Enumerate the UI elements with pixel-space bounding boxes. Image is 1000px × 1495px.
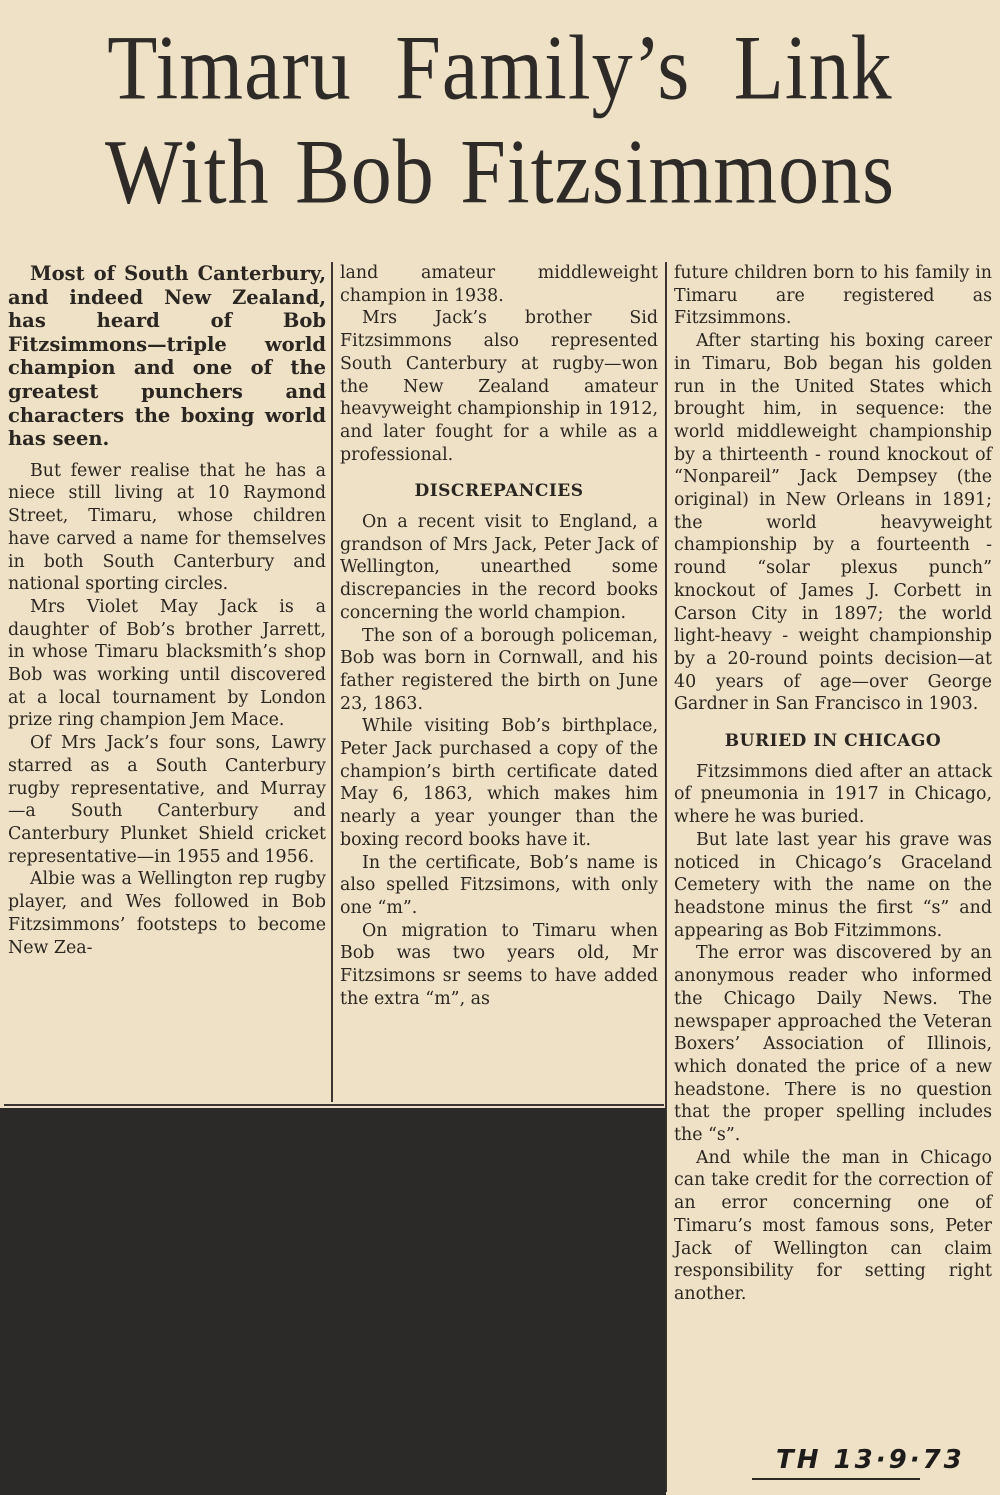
article-column-3 bbox=[674, 262, 992, 1306]
paragraph: While visiting Bob’s birthplace, Peter Jack purchased a copy of the champion’s birth certificate dated May 6, 1863, which makes him nearly a year younger than the boxing record books have it. bbox=[340, 716, 658, 850]
paragraph: Fitzsimmons died after an attack of pneumonia in 1917 in Chicago, where he was buried. bbox=[674, 761, 992, 828]
paragraph: On a recent visit to England, a grandson of Mrs Jack, Peter Jack of Wellington, unearthed some discrepancies in the record books concerning the world champion. bbox=[340, 512, 658, 623]
article-lead: Most of South Canterbury, and indeed New Zealand, has heard of Bob Fitzsimmons—triple world champion and one of the greatest punchers and characters the boxing world has seen. bbox=[8, 262, 326, 451]
paragraph: The error was discovered by an anonymous reader who informed the Chicago Daily News. The newspaper approached the Veteran Boxers’ Association of Illinois, which donated the price of a new headstone. There is no question that the proper spelling includes the “s”. bbox=[674, 943, 992, 1146]
paragraph-continuation: future children born to his family in Timaru are registered as Fitzsimmons. bbox=[674, 263, 992, 329]
paragraph: The son of a borough policeman, Bob was born in Cornwall, and his father registered the birth on June 23, 1863. bbox=[340, 625, 658, 714]
bottom-rule bbox=[4, 1104, 664, 1106]
paragraph: After starting his boxing career in Timaru, Bob began his golden run in the United States which brought him, in sequence: the world middleweight championship by a thirteenth - round knockout of “Nonpareil” Jack Dempsey (the original) in New Orleans in 1891; the world heavyweight championship by a fourteenth - round “solar plexus punch” knockout of James J. Corbett in Carson City in 1897; the world light-heavy - weight championship by a 20-round points decision—at 40 years of age—over George Gardner in San Francisco in 1903. bbox=[674, 331, 992, 715]
article-column-1 bbox=[8, 262, 326, 959]
paragraph: Mrs Jack’s brother Sid Fitzsimmons also represented South Canterbury at rugby—won the New Zealand amateur heavyweight championship in 1912, and later fought for a while as a professional. bbox=[340, 308, 658, 465]
article-column-2 bbox=[340, 262, 658, 1011]
paragraph: Albie was a Wellington rep rugby player, and Wes followed in Bob Fitzsimmons’ footsteps to become New Zea- bbox=[8, 869, 326, 958]
handwritten-underline bbox=[752, 1478, 920, 1480]
headline-line-1: Timaru Family’s Link bbox=[107, 16, 893, 119]
headline-line-2: With Bob Fitzsimmons bbox=[104, 120, 896, 223]
paragraph: Mrs Violet May Jack is a daughter of Bob’s brother Jarrett, in whose Timaru blacksmith’s shop Bob was working until discovered at a local tournament by London prize ring champion Jem Mace. bbox=[8, 596, 326, 731]
paragraph: In the certificate, Bob’s name is also spelled Fitzsimons, with only one “m”. bbox=[340, 852, 658, 918]
paragraph: On migration to Timaru when Bob was two years old, Mr Fitzsimons sr seems to have added the extra “m”, as bbox=[340, 920, 658, 1009]
subheading-discrepancies: DISCREPANCIES bbox=[414, 481, 584, 502]
subheading-buried-in-chicago: BURIED IN CHICAGO bbox=[724, 731, 942, 752]
paragraph: But fewer realise that he has a niece still living at 10 Raymond Street, Timaru, whose children have carved a name for themselves in both South Canterbury and national sporting circles. bbox=[8, 460, 326, 595]
paragraph: But late last year his grave was noticed in Chicago’s Graceland Cemetery with the name on the headstone minus the first “s” and appearing as Bob Fitzimmons. bbox=[674, 829, 992, 941]
dark-backing-region bbox=[0, 1108, 666, 1495]
paragraph: Of Mrs Jack’s four sons, Lawry starred as a South Canterbury rugby representative, and Murray—a South Canterbury and Canterbury Plunket Shield cricket representative—in 1955 and 1956. bbox=[8, 733, 326, 867]
column-rule-1 bbox=[331, 262, 333, 1102]
handwritten-date-note: TH 13·9·73 bbox=[776, 1445, 965, 1475]
paragraph-continuation: land amateur middleweight champion in 1938. bbox=[340, 263, 658, 306]
paragraph: And while the man in Chicago can take credit for the correction of an error concerning one of Timaru’s most famous sons, Peter Jack of Wellington can claim responsibility for setting right another. bbox=[674, 1147, 992, 1304]
